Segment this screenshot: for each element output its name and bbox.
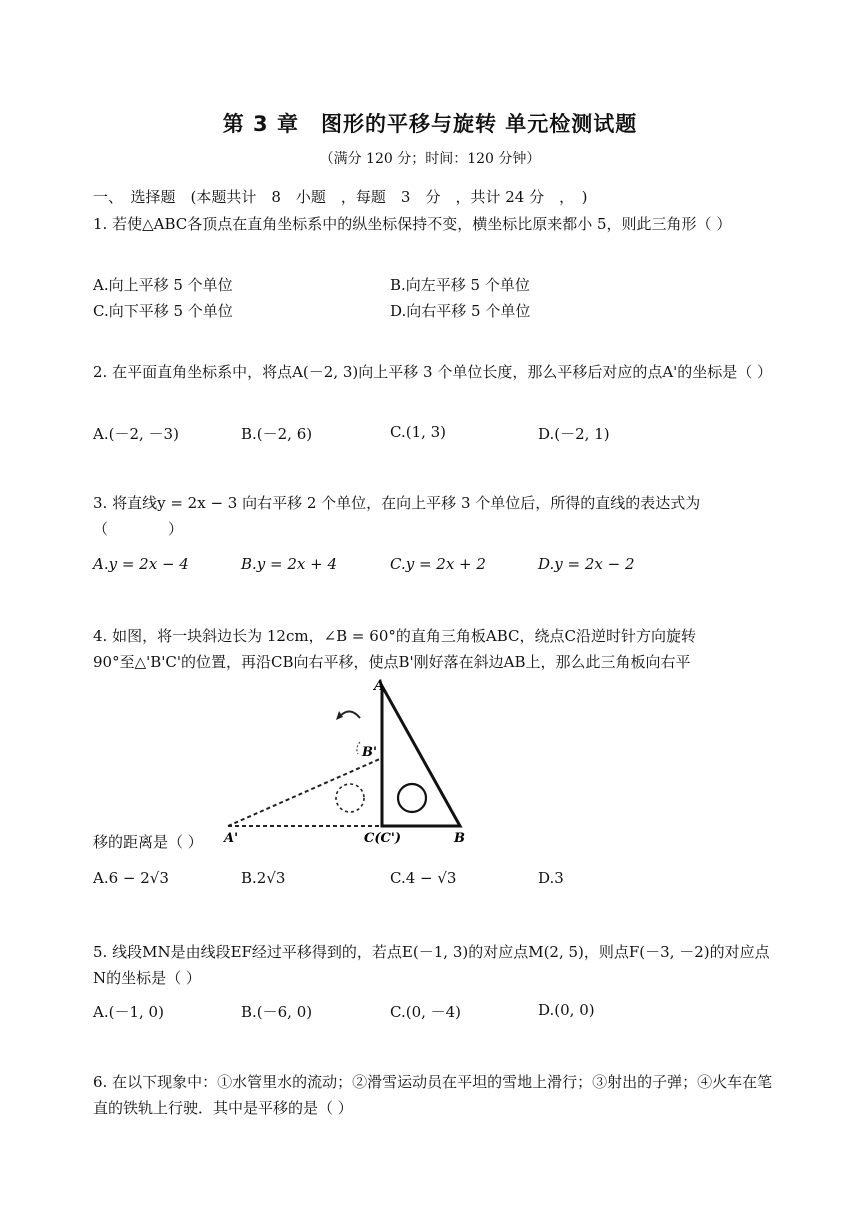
question-4-line-1: [93, 623, 773, 649]
question-5: [93, 939, 773, 991]
question-stem: 如图，将一块斜边长为 12cm，∠B = 60°的直角三角板ABC，绕点C沿逆时针方向旋转: [112, 627, 696, 645]
option-d: D.y = 2x − 2: [538, 555, 635, 573]
dotted-arc: [357, 742, 360, 754]
question-number: 3.: [93, 494, 108, 512]
question-number: 2.: [93, 363, 108, 381]
label-b: B: [454, 831, 465, 846]
option-a: A.向上平移 5 个单位: [93, 276, 233, 294]
section-heading: 一、 选择题 (本题共计 8 小题 ，每题 3 分 ，共计 24 分 ， ): [93, 188, 588, 206]
question-stem: 在平面直角坐标系中，将点A(－2, 3)向上平移 3 个单位长度，那么平移后对应的点A'的坐标是（ ）: [112, 363, 773, 381]
question-4-line-2: 90°至△'B'C'的位置，再沿CB向右平移，使点B'刚好落在斜边AB上，那么此三角板向右平: [93, 653, 691, 671]
option-c: C.(0, －4): [390, 1003, 462, 1021]
option-b: B.(－6, 0): [241, 1003, 313, 1021]
label-c: C(C'): [364, 831, 401, 846]
question-number: 5.: [93, 943, 108, 961]
option-c: C.向下平移 5 个单位: [93, 302, 233, 320]
question-2: [93, 359, 773, 385]
question-number: 1.: [93, 215, 108, 233]
label-a-prime: A': [224, 831, 239, 846]
option-b: B.向左平移 5 个单位: [390, 276, 530, 294]
label-b-prime: B': [362, 745, 377, 760]
option-a: A.(－1, 0): [93, 1003, 164, 1021]
option-a: A.y = 2x − 4: [93, 555, 189, 573]
option-b: B.(－2, 6): [241, 425, 313, 443]
question-stem: 在以下现象中：①水管里水的流动；②滑雪运动员在平坦的雪地上滑行；③射出的子弹；④火车在笔直的铁轨上行驶．其中是平移的是（ ）: [93, 1073, 773, 1117]
option-d: D.(0, 0): [538, 1001, 595, 1019]
option-d: D.向右平移 5 个单位: [390, 302, 531, 320]
question-6: [93, 1069, 773, 1121]
dashed-hole: [336, 784, 364, 812]
question-number: 4.: [93, 627, 108, 645]
triangle-abc: [382, 686, 460, 826]
question-stem: 将直线y = 2x − 3 向右平移 2 个单位，在向上平移 3 个单位后，所得的直线的表达式为（ ）: [93, 494, 701, 538]
option-b: B.2√3: [241, 869, 286, 887]
triangle-hole: [398, 784, 426, 812]
question-stem: 若使△ABC各顶点在直角坐标系中的纵坐标保持不变，横坐标比原来都小 5，则此三角形（ ）: [112, 215, 732, 233]
arrow-head: [336, 711, 343, 720]
label-a: A: [374, 678, 385, 694]
option-b: B.y = 2x + 4: [241, 555, 338, 573]
question-number: 6.: [93, 1073, 108, 1091]
question-3: [93, 490, 773, 542]
option-a: A.6 − 2√3: [93, 869, 169, 887]
option-c: C.y = 2x + 2: [390, 555, 486, 573]
question-1: [93, 211, 773, 237]
question-stem: 线段MN是由线段EF经过平移得到的，若点E(－1, 3)的对应点M(2, 5)，则点F(－3, －2)的对应点N的坐标是（ ）: [93, 943, 770, 987]
page-subtitle: （满分 120 分；时间：120 分钟）: [319, 151, 541, 167]
option-d: D.(－2, 1): [538, 425, 610, 443]
rotate-arrow-icon: [340, 711, 360, 718]
option-d: D.3: [538, 869, 564, 887]
page-title: 第 3 章 图形的平移与旋转 单元检测试题: [222, 112, 638, 136]
dashed-hypotenuse: [228, 758, 382, 826]
option-c: C.4 − √3: [390, 869, 457, 887]
triangle-rotation-figure: [222, 676, 472, 848]
question-4-line-3: 移的距离是（ ）: [93, 833, 203, 851]
option-c: C.(1, 3): [390, 423, 447, 441]
option-a: A.(－2, －3): [93, 425, 179, 443]
